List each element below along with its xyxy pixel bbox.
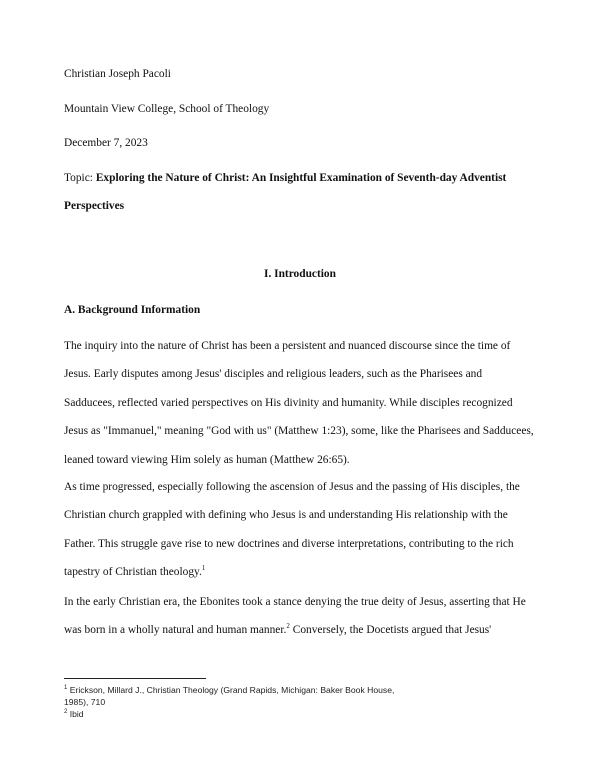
footnote-ref-1[interactable]: 1 bbox=[201, 564, 206, 573]
institution: Mountain View College, School of Theology bbox=[64, 103, 270, 115]
footnote-2 bbox=[64, 709, 464, 720]
footnote-divider bbox=[64, 678, 206, 679]
footnote-ref-2[interactable]: 2 bbox=[286, 622, 290, 631]
footnote-1-text: Erickson, Millard J., Christian Theology (Grand Rapids, Michigan: Baker Book House, bbox=[67, 685, 395, 695]
topic-line bbox=[64, 171, 506, 185]
paragraph-2 bbox=[64, 473, 534, 587]
paragraph-3 bbox=[64, 588, 534, 645]
section-heading: I. Introduction bbox=[264, 268, 336, 280]
paragraph-2-text: As time progressed, especially following the ascension of Jesus and the passing of His disciples, the Christian church grappled with defining who Jesus is and understanding His relationship with the Father. This struggle gave rise to new doctrines and diverse interpretations, contributing to the rich tapestry of Christian theology. bbox=[64, 481, 520, 579]
subsection-heading: A. Background Information bbox=[64, 304, 201, 316]
footnote-1-mark: 1 bbox=[64, 685, 68, 692]
date: December 7, 2023 bbox=[64, 137, 148, 149]
topic-title: Exploring the Nature of Christ: An Insightful Examination of Seventh-day Adventist bbox=[95, 172, 507, 184]
topic-label: Topic: bbox=[64, 172, 93, 184]
footnote-2-mark: 2 bbox=[64, 709, 68, 716]
paragraph-1: The inquiry into the nature of Christ has been a persistent and nuanced discourse since the time of Jesus. Early disputes among Jesus' disciples and religious leaders, such as the Pharisees and Sadducees, reflected varied perspectives on His divinity and humanity. While disciples recognized Jesus as "Immanuel," meaning "God with us" (Matthew 1:23), some, like the Pharisees and Sadducees, leaned toward viewing Him solely as human (Matthew 26:65). bbox=[64, 340, 534, 466]
footnote-2-text: Ibid bbox=[67, 709, 84, 719]
paragraph-3-text-a: In the early Christian era, the Ebonites took a stance denying the true deity of Jesus, asserting that He was born in a wholly natural and human manner. bbox=[64, 596, 526, 637]
topic-title-continued: Perspectives bbox=[64, 200, 125, 212]
paragraph-3-text-b: Conversely, the Docetists argued that Jesus' bbox=[289, 624, 492, 637]
author-name: Christian Joseph Pacoli bbox=[64, 68, 171, 80]
footnote-1 bbox=[64, 685, 464, 696]
footnote-1-continued: 1985), 710 bbox=[64, 697, 106, 707]
